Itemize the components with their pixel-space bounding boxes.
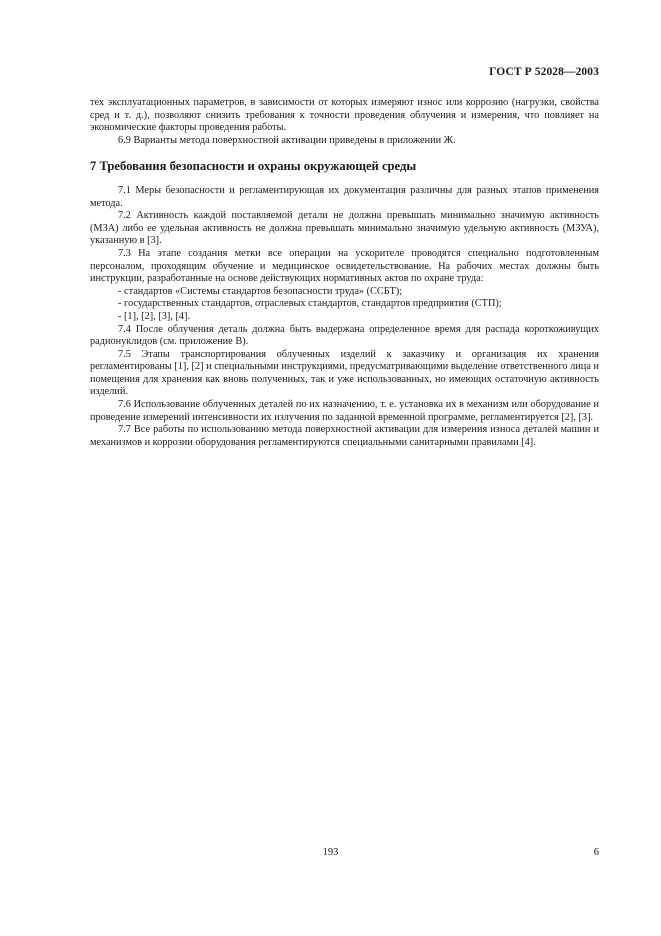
paragraph-7-3: 7.3 На этапе создания метки все операции на ускорителе проводятся специально подготовленным персоналом, проходящим обучение и медицинское освидетельствование. На рабочих местах должны быть инструкции, разработанные на основе действующих нормативных актов по охране труда:	[90, 247, 599, 285]
section-heading: 7 Требования безопасности и охраны окружающей среды	[90, 159, 417, 174]
paragraph-continuation: тех эксплуатационных параметров, в зависимости от которых измеряют износ или коррозию (нагрузки, свойства сред и т. д.), позволяют снизить требования к точности проведения облучения и измерения, что повлияет на экономические факторы проведения работы.	[90, 97, 599, 134]
paragraph-7-6: 7.6 Использование облученных деталей по их назначению, т. е. установка их в механизм или оборудование и проведение измерений интенсивности их излучения по заданной временной программе, регламентируется [2], [3].	[90, 399, 599, 423]
paragraph-7-5: 7.5 Этапы транспортирования облученных изделий к заказчику и организация их хранения регламентированы [1], [2] и специальными инструкциями, предусматривающими выделение ответственного лица и помещения для хранения как вновь полученных, так и уже использованных, но имеющих остаточную активность изделий.	[90, 348, 599, 398]
page-number-right: 6	[593, 847, 599, 858]
paragraph-7-1: 7.1 Меры безопасности и регламентирующая их документация различны для разных этапов применения метода.	[90, 184, 599, 209]
page-number-center: 193	[322, 847, 339, 858]
paragraph-7-7: 7.7 Все работы по использованию метода поверхностной активации для измерения износа деталей машин и механизмов и коррозии оборудования регламентируются специальными санитарными правилами [4].	[90, 424, 599, 448]
paragraph-6-9: 6.9 Варианты метода поверхностной активации приведены в приложении Ж.	[118, 134, 456, 146]
list-item-references: - [1], [2], [3], [4].	[118, 310, 191, 322]
paragraph-7-2: 7.2 Активность каждой поставляемой детали не должна превышать минимально значимую активность (МЗА) либо ее удельная активность не должна превышать минимально значимую удельную активность (МЗУА), указанную в [3].	[90, 210, 599, 247]
list-item-standards: - государственных стандартов, отраслевых стандартов, стандартов предприятия (СТП);	[118, 298, 502, 310]
list-item-ssbt: - стандартов «Системы стандартов безопасности труда» (ССБТ);	[118, 285, 403, 297]
document-body	[90, 97, 599, 449]
paragraph-7-4: 7.4 После облучения деталь должна быть выдержана определенное время для распада короткоживущих радионуклидов (см. приложение В).	[90, 323, 599, 348]
document-id-header: ГОСТ Р 52028—2003	[489, 66, 599, 78]
